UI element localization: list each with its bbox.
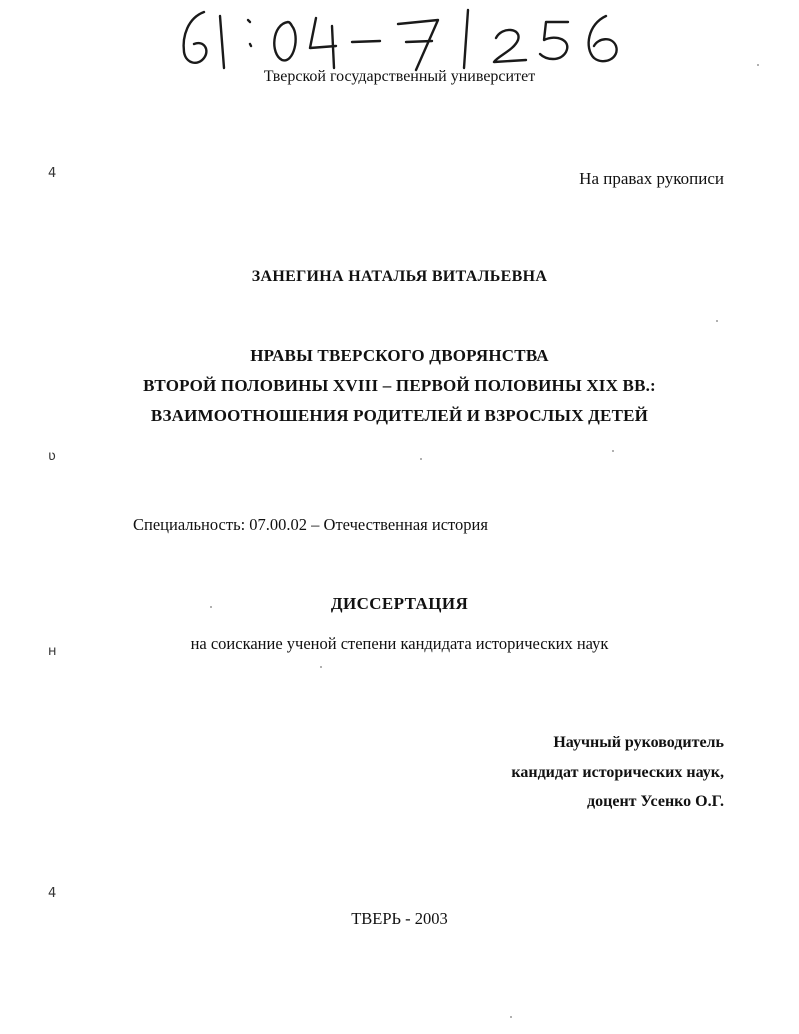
supervisor-label: Научный руководитель xyxy=(553,734,724,751)
handwritten-code-stamp xyxy=(176,6,636,72)
author-name: ЗАНЕГИНА НАТАЛЬЯ ВИТАЛЬЕВНА xyxy=(251,268,548,285)
title-line-1: НРАВЫ ТВЕРСКОГО ДВОРЯНСТВА xyxy=(250,346,549,365)
margin-mark-1: 4 xyxy=(48,166,57,181)
scan-speck xyxy=(510,1016,512,1018)
scan-speck xyxy=(420,458,422,460)
margin-mark-4: 4 xyxy=(48,886,57,901)
margin-mark-2: ʋ xyxy=(48,449,56,464)
scan-speck xyxy=(757,64,759,66)
degree-line: на соискание ученой степени кандидата исторических наук xyxy=(190,634,609,653)
specialty-line: Специальность: 07.00.02 – Отечественная история xyxy=(133,515,488,534)
title-line-2: ВТОРОЙ ПОЛОВИНЫ XVIII – ПЕРВОЙ ПОЛОВИНЫ XIX ВВ.: xyxy=(143,376,656,395)
scan-speck xyxy=(210,606,212,608)
manuscript-rights-note: На правах рукописи xyxy=(579,169,724,188)
scan-speck xyxy=(716,320,718,322)
city-and-year: ТВЕРЬ - 2003 xyxy=(351,909,448,928)
document-type: ДИССЕРТАЦИЯ xyxy=(330,594,469,613)
title-line-3: ВЗАИМООТНОШЕНИЯ РОДИТЕЛЕЙ И ВЗРОСЛЫХ ДЕТЕЙ xyxy=(150,406,649,425)
supervisor-degree: кандидат исторических наук, xyxy=(511,764,724,781)
university-name: Тверской государственный университет xyxy=(263,68,536,85)
scan-speck xyxy=(320,666,322,668)
scan-speck xyxy=(612,450,614,452)
margin-mark-3: ʜ xyxy=(48,644,57,659)
supervisor-name: доцент Усенко О.Г. xyxy=(587,793,724,810)
